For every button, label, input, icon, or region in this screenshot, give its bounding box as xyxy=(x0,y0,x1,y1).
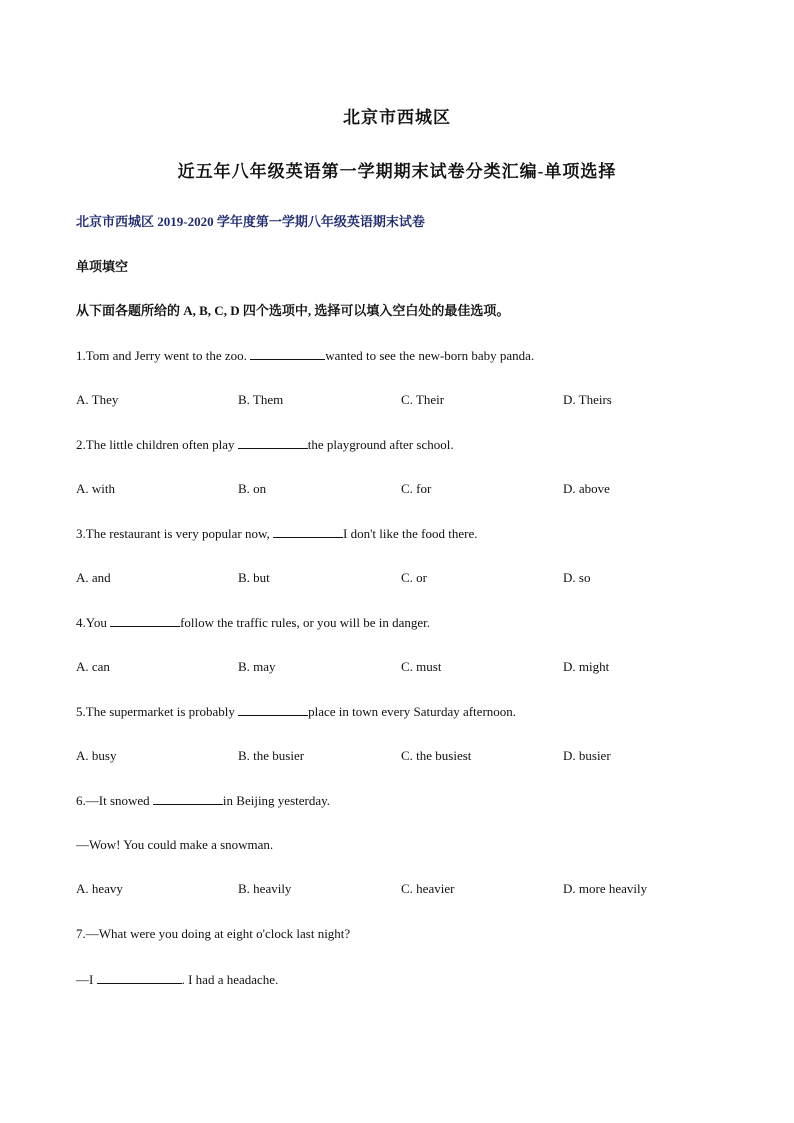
option-a: A. busy xyxy=(76,748,117,763)
question-6 xyxy=(76,792,330,809)
options-row-4 xyxy=(0,659,794,675)
instruction-text: 从下面各题所给的 A, B, C, D 四个选项中, 选择可以填入空白处的最佳选项。 xyxy=(76,303,510,318)
question-1 xyxy=(76,347,534,364)
option-d: D. more heavily xyxy=(563,881,648,896)
option-c: C. Their xyxy=(401,392,445,407)
section-title: 单项填空 xyxy=(76,259,129,274)
option-b: B. heavily xyxy=(238,881,292,896)
option-a: A. with xyxy=(76,481,115,496)
option-c: C. or xyxy=(401,570,427,585)
option-b: B. the busier xyxy=(238,748,305,763)
options-row-2 xyxy=(0,481,794,497)
option-d: D. above xyxy=(563,481,610,496)
page-subtitle: 近五年八年级英语第一学期期末试卷分类汇编-单项选择 xyxy=(177,162,617,181)
options-row-6 xyxy=(0,881,794,897)
answer-blank xyxy=(97,971,182,984)
question-text: place in town every Saturday afternoon. xyxy=(308,704,517,719)
option-d: D. Theirs xyxy=(563,392,612,407)
option-a: A. can xyxy=(76,659,110,674)
option-d: D. might xyxy=(563,659,610,674)
answer-blank xyxy=(153,792,223,805)
question-text: the playground after school. xyxy=(307,437,454,452)
option-b: B. but xyxy=(238,570,270,585)
question-text: 3.The restaurant is very popular now, xyxy=(76,526,273,541)
answer-blank xyxy=(238,703,308,716)
answer-blank xyxy=(250,347,325,360)
option-a: A. heavy xyxy=(76,881,123,896)
answer-blank xyxy=(238,436,308,449)
question-text: 2.The little children often play xyxy=(76,437,238,452)
question-text: 4.You xyxy=(76,615,111,630)
question-text: I don't like the food there. xyxy=(343,526,478,541)
option-d: D. so xyxy=(563,570,591,585)
options-row-1 xyxy=(0,392,794,408)
question-7-reply xyxy=(76,971,278,988)
question-4 xyxy=(76,614,430,631)
question-6-reply: —Wow! You could make a snowman. xyxy=(76,837,274,852)
option-d: D. busier xyxy=(563,748,611,763)
answer-blank xyxy=(273,525,343,538)
question-text: 6.—It snowed xyxy=(76,793,153,808)
question-text: . I had a headache. xyxy=(181,972,279,987)
question-text: wanted to see the new-born baby panda. xyxy=(325,348,535,363)
options-row-5 xyxy=(0,748,794,764)
question-text: in Beijing yesterday. xyxy=(222,793,331,808)
option-b: B. may xyxy=(238,659,276,674)
question-3 xyxy=(76,525,477,542)
question-2 xyxy=(76,436,454,453)
exam-source: 北京市西城区 2019-2020 学年度第一学期八年级英语期末试卷 xyxy=(76,214,425,229)
question-text: 1.Tom and Jerry went to the zoo. xyxy=(76,348,251,363)
option-c: C. must xyxy=(401,659,442,674)
option-a: A. They xyxy=(76,392,119,407)
option-c: C. the busiest xyxy=(401,748,472,763)
question-5 xyxy=(76,703,516,720)
question-text: —I xyxy=(76,972,97,987)
option-b: B. on xyxy=(238,481,267,496)
option-b: B. Them xyxy=(238,392,284,407)
page-title: 北京市西城区 xyxy=(343,108,451,127)
option-a: A. and xyxy=(76,570,111,585)
question-text: 5.The supermarket is probably xyxy=(76,704,239,719)
option-c: C. heavier xyxy=(401,881,455,896)
options-row-3 xyxy=(0,570,794,586)
option-c: C. for xyxy=(401,481,432,496)
question-text: follow the traffic rules, or you will be in danger. xyxy=(180,615,431,630)
question-7: 7.—What were you doing at eight o'clock last night? xyxy=(76,926,351,941)
answer-blank xyxy=(110,614,180,627)
